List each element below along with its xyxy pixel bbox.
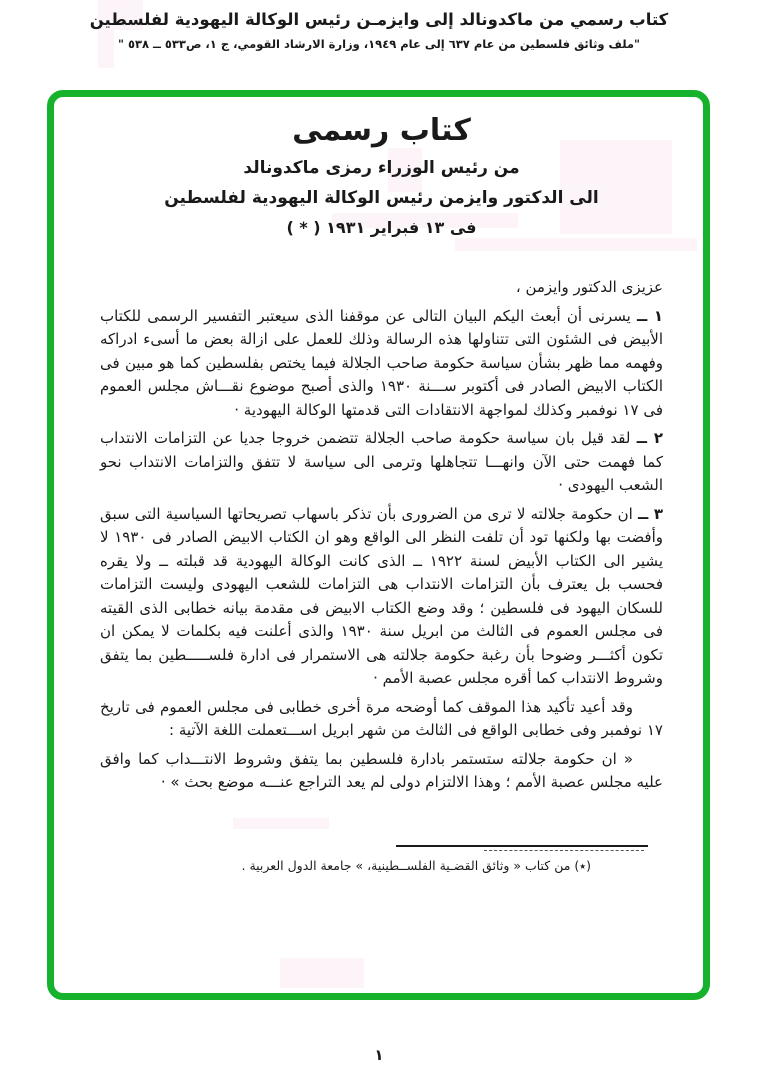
document-frame bbox=[47, 90, 710, 1000]
page-header bbox=[0, 10, 758, 51]
footnote: (٭) من كتاب « وثائق القضـية الفلســطينية، » جامعة الدول العربية . bbox=[241, 858, 591, 873]
header-source-citation: "ملف وثائق فلسطين من عام ٦٣٧ إلى عام ١٩٤٩، وزارة الارشاد القومي، ج ١، ص٥٣٣ ــ ٥٣٨ " bbox=[117, 37, 641, 51]
salutation: عزيزى الدكتور وايزمن ، bbox=[515, 278, 663, 296]
page-number: ١ bbox=[374, 1046, 384, 1064]
document-subtitle-to: الى الدكتور وايزمن رئيس الوكالة اليهودية لفلسطين bbox=[164, 188, 599, 208]
numbered-paragraph-2 bbox=[100, 427, 663, 498]
paragraph-number: ٣ ــ bbox=[637, 504, 663, 523]
numbered-paragraph-1 bbox=[100, 305, 663, 423]
header-title: كتاب رسمي من ماكدونالد إلى وايزمـن رئيس الوكالة اليهودية لفلسطين bbox=[89, 10, 669, 29]
paragraph-text: يسرنى أن أبعث اليكم البيان التالى عن موقفنا الذى سيعتبر التفسير الرسمى للكتاب الأبيض فى الشئون التى تتناولها هذه الرسالة وذلك للعمل على ازالة بعض ما أسىء ادراكه وفهمه مما ظهر بشأن سياسة حكومة صاحب الجلالة فيما يختص بفلسطين كما هو مبين فى الكتاب الابيض الصادر فى أكتوبر ســـنة ١٩٣٠ والذى أصبح موضوع نقـــاش مجلس العموم فى ١٧ نوفمبر وكذلك لمواجهة الانتقادات التى قدمتها الوكالة اليهودية · bbox=[100, 306, 664, 419]
closing-paragraph: وقد أعيد تأكيد هذا الموقف كما أوضحه مرة أخرى خطابى فى مجلس العموم فى تاريخ ١٧ نوفمبر وفى خطابى الواقع فى الثالث من شهر ابريل اســـتعملت اللغة الآتية : bbox=[100, 697, 663, 739]
paragraph-text: ان حكومة جلالته لا ترى من الضرورى بأن تذكر باسهاب تصريحاتها السياسية التى سبق وأفضت بها ولكنها تود أن تلفت النظر الى الواقع وهو ان الكتاب الابيض الصادر فى ١٩٣٠ لا يشير الى الكتاب الأبيض لسنة ١٩٢٢ ــ الذى كانت الوكالة اليهودية قد قبلته ــ ولا يقره فحسب بل يعترف بأن التزامات الانتداب هى التزامات للشعب اليهودى وليست التزامات للسكان اليهود فى فلسطين ؛ وقد وضع الكتاب الابيض فى مقدمة بيانه خطابى الذى القيته فى مجلس العموم فى الثالث من ابريل سنة ١٩٣٠ والذى أعلنت فيه بكلمات لا يمكن ان تكون أكثـــر وضوحا بأن رغبة حكومة جلالته هى الاستمرار فى ادارة فلســـــطين بما يتفق وشروط الانتداب كما أقره مجلس عصبة الأمم · bbox=[100, 504, 664, 687]
quotation-paragraph: « ان حكومة جلالته ستستمر بادارة فلسطين بما يتفق وشروط الانتـــداب كما وافق عليه مجلس عصبة الأمم ؛ وهذا الالتزام دولى لم يعد التراجع عنـــه موضع بحث » · bbox=[100, 749, 663, 791]
paragraph-number: ٢ ــ bbox=[636, 429, 663, 447]
paragraph-text: لقد قيل بان سياسة حكومة صاحب الجلالة تتضمن خروجا جديا عن التزامات الانتداب كما فهمت حتى الآن وانهـــا تتجاهلها وترمى الى سياسة لا تتفق والتزامات الانتداب نحو الشعب اليهودى · bbox=[100, 429, 663, 494]
document-subtitle-from: من رئيس الوزراء رمزى ماكدونالد bbox=[243, 158, 520, 178]
document-date-line: فى ١٣ فبراير ١٩٣١ ( * ) bbox=[286, 218, 477, 237]
numbered-paragraph-3 bbox=[100, 503, 663, 691]
footnote-separator bbox=[396, 845, 648, 847]
document-title: كتاب رسمى bbox=[292, 113, 471, 148]
paragraph-number: ١ ــ bbox=[636, 306, 663, 325]
